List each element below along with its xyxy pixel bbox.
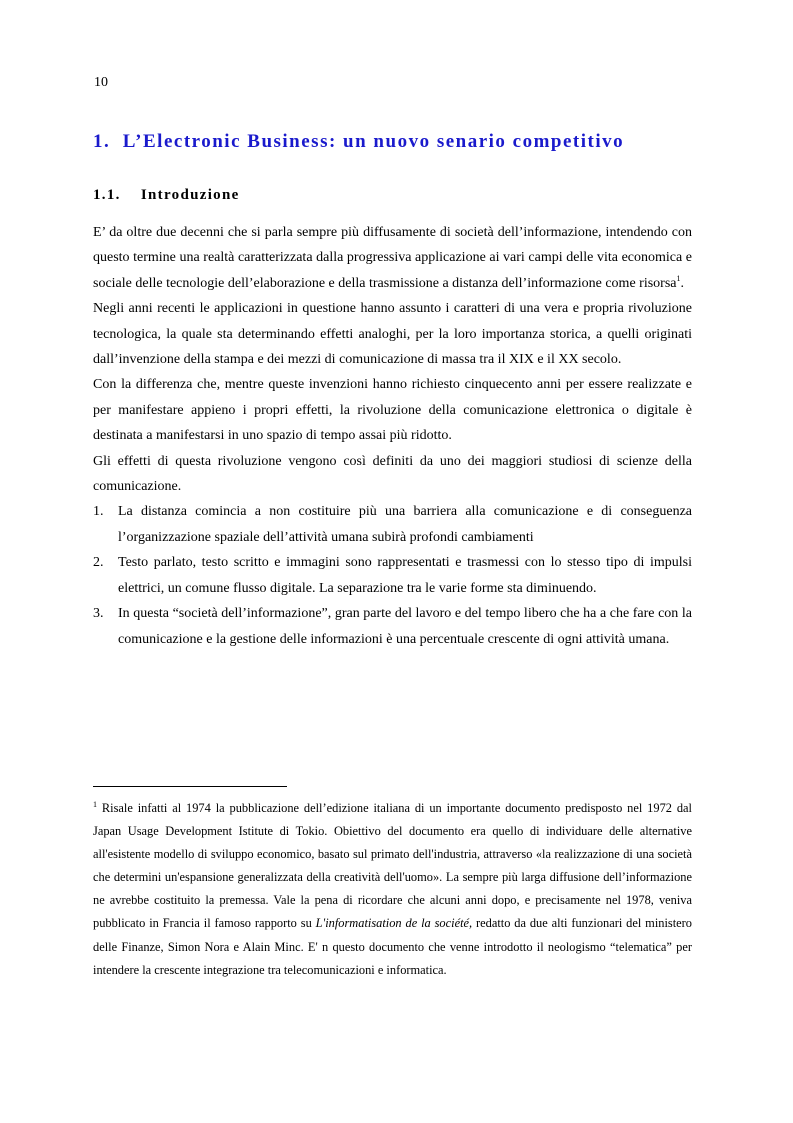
paragraph: Gli effetti di questa rivoluzione vengono così definiti da uno dei maggiori studiosi di scienze della comunicazione.: [93, 453, 692, 495]
numbered-list: [93, 499, 692, 651]
chapter-number: 1.: [93, 131, 111, 152]
list-item-text: La distanza comincia a non costituire più una barriera alla comunicazione e di conseguenza l’organizzazione spaziale dell’attività umana subirà profondi cambiamenti: [118, 504, 692, 545]
list-item-text: In questa “società dell’informazione”, gran parte del lavoro e del tempo libero che ha a che fare con la comunicazione e la gestione delle informazioni è una percentuale crescente di ogni attività umana.: [118, 606, 692, 647]
paragraph: Negli anni recenti le applicazioni in questione hanno assunto i caratteri di una vera e propria rivoluzione tecnologica, la quale sta determinando effetti analoghi, per la loro importanza storica, a quelli originati dall’invenzione della stampa e dei mezzi di comunicazione di massa tra il XIX e il XX secolo.: [93, 301, 692, 368]
list-item: [93, 601, 692, 652]
footnote-reference[interactable]: 1: [676, 273, 681, 283]
list-item-number: 3.: [93, 606, 104, 622]
cited-title: L'informatisation de la société,: [315, 916, 473, 931]
page-number: 10: [94, 75, 108, 90]
list-item-number: 1.: [93, 504, 104, 520]
chapter-title: [93, 131, 624, 153]
section-number: 1.1.: [93, 187, 121, 203]
paragraph: E’ da oltre due decenni che si parla sempre più diffusamente di società dell’informazione, intendendo con questo termine una realtà caratterizzata dalla progressiva applicazione ai vari campi delle vita economica e sociale delle tecnologie dell’elaborazione e della trasmissione a distanza dell’informazione come risorsa$^1$.: [93, 225, 692, 291]
body-text: [93, 220, 692, 652]
list-item-text: Testo parlato, testo scritto e immagini sono rappresentati e trasmessi con lo stesso tipo di impulsi elettrici, un comune flusso digitale. La separazione tra le varie forme sta diminuendo.: [118, 555, 692, 596]
chapter-title-text: L’Electronic Business: un nuovo senario competitivo: [122, 131, 625, 152]
paragraph: Con la differenza che, mentre queste invenzioni hanno richiesto cinquecento anni per essere realizzate e per manifestare appieno i propri effetti, la rivoluzione della comunicazione elettronica o digitale è destinata a manifestarsi in uno spazio di tempo assai più ridotto.: [93, 377, 692, 444]
footnote-marker: 1: [93, 800, 97, 809]
list-item: [93, 499, 692, 550]
footnote: $^1$ Risale infatti al 1974 la pubblicazione dell’edizione italiana di un importante documento predisposto nel 1972 dal Japan Usage Development Istitute di Tokio. Obiettivo del documento era quello di individuare delle alternative all'esistente modello di sviluppo economico, basato sul primato dell'industria, attraverso «la realizzazione di una società che determini un'espansione generalizzata della creatività dell'uomo». La sempre più larga diffusione dell’informazione ne avrebbe costituito la premessa. Vale la pena di ricordare che alcuni anni dopo, e precisamente nel 1978, veniva pubblicato in Francia il famoso rapporto su L'informatisation de la société, redatto da due alti funzionari del ministero delle Finanze, Simon Nora e Alain Minc. E' n questo documento che venne introdotto il neologismo “telematica” per intendere la crescente integrazione tra telecomunicazioni e informatica.: [93, 800, 692, 977]
section-title: [93, 187, 240, 204]
list-item-number: 2.: [93, 555, 104, 571]
section-title-text: Introduzione: [140, 187, 240, 203]
footnote-divider: [93, 786, 287, 787]
list-item: [93, 550, 692, 601]
